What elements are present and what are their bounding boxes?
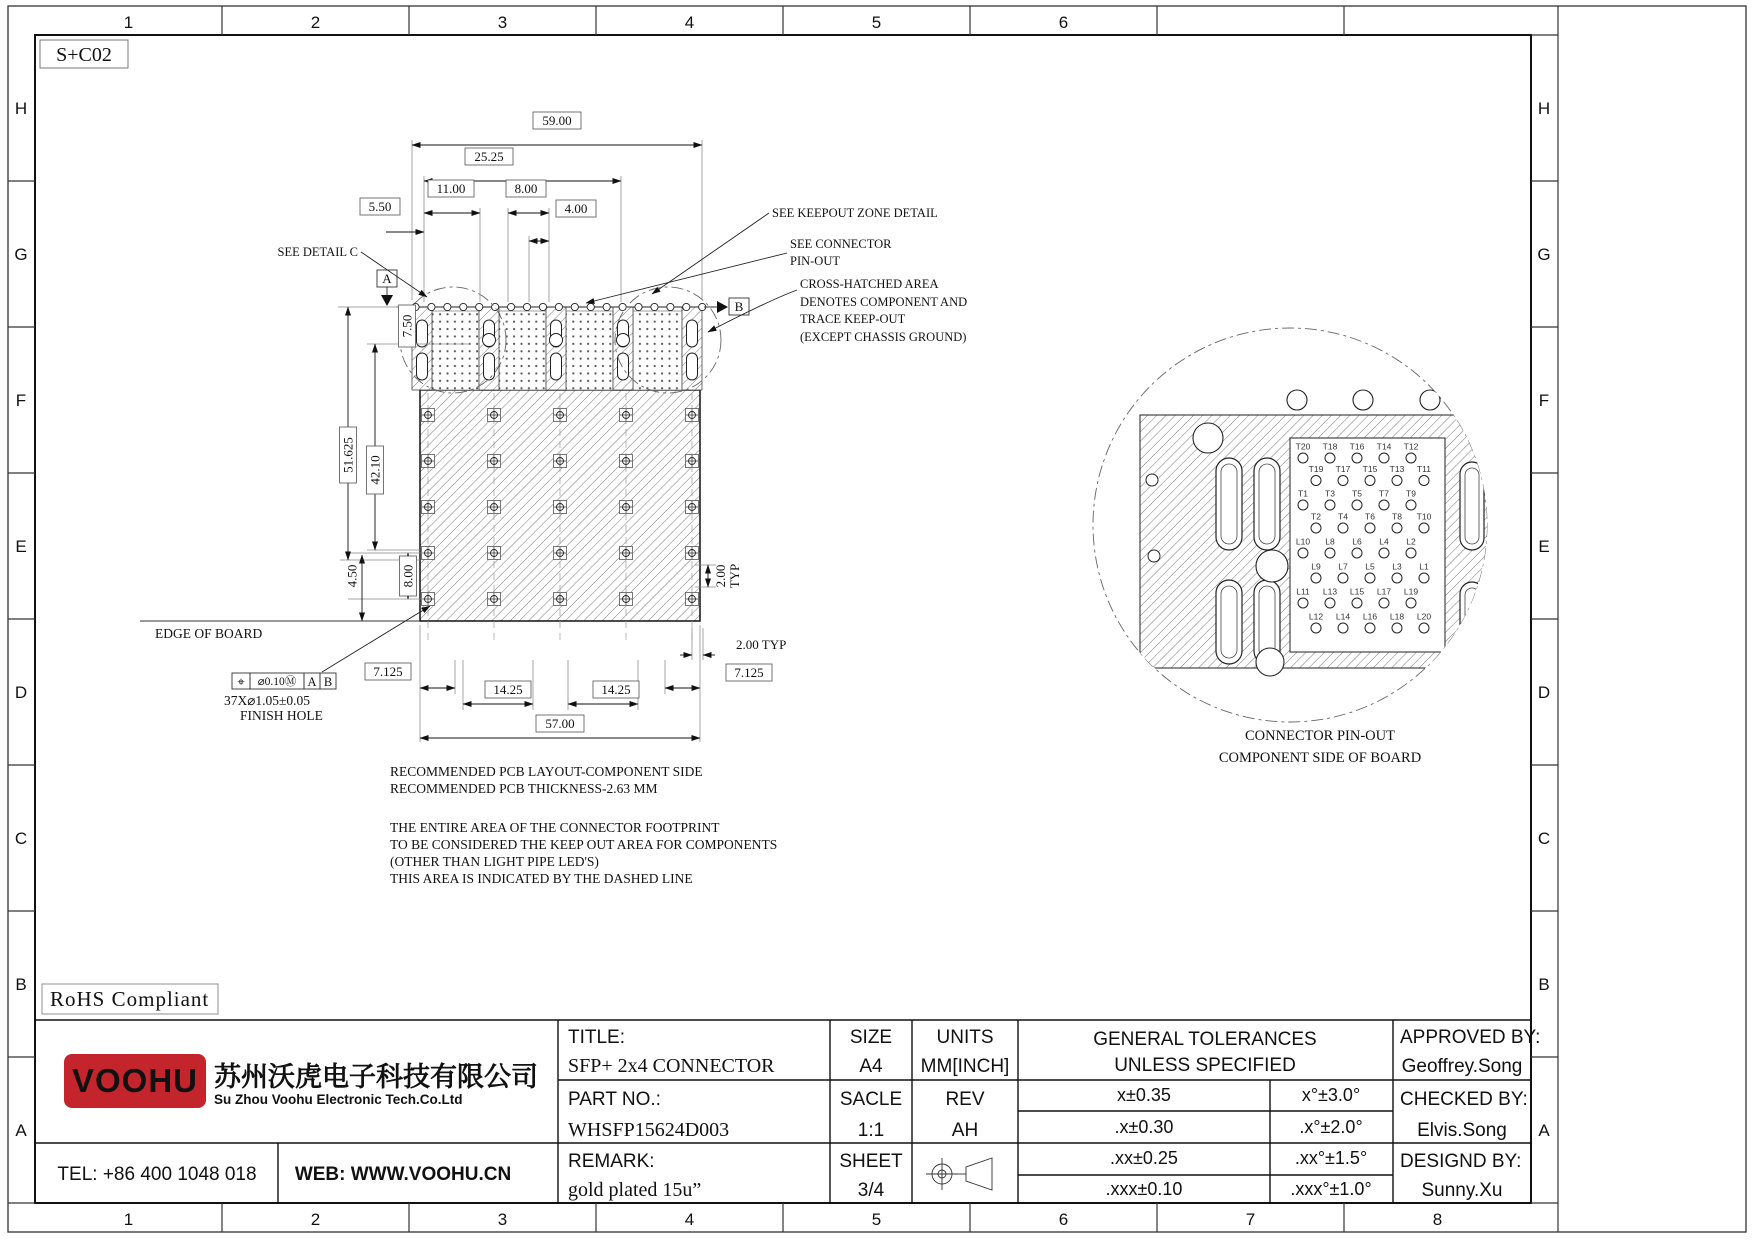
pin-label-T8: T8 (1392, 511, 1402, 522)
dim-bottom-left: 7.125 (373, 664, 403, 679)
pin-T4 (1338, 523, 1348, 533)
pin-T14 (1379, 453, 1389, 463)
third-angle-projection-icon (926, 1158, 992, 1190)
grid-bottom-number: 7 (1245, 1210, 1256, 1229)
tol-angular-4: .xxx°±1.0° (1290, 1179, 1372, 1199)
pin-label-L2: L2 (1406, 536, 1416, 547)
checked-label: CHECKED BY: (1400, 1089, 1528, 1110)
pin-label-T15: T15 (1362, 464, 1378, 474)
sheet-value: 3/4 (857, 1180, 885, 1201)
size-value: A4 (859, 1056, 883, 1077)
pin-label-L15: L15 (1349, 586, 1365, 597)
pin-T19 (1311, 476, 1321, 486)
grid-row-letter-right: F (1538, 391, 1550, 410)
grid-row-letter-left: A (15, 1121, 27, 1140)
fcf-position-icon: ⌖ (237, 674, 245, 689)
pin-T15 (1365, 476, 1375, 486)
pin-hole (555, 303, 562, 310)
grid-top-number: 1 (123, 13, 134, 32)
pin-label-L9: L9 (1311, 561, 1321, 572)
checked-name: Elvis.Song (1417, 1120, 1507, 1141)
slot-pad (687, 353, 698, 380)
pin-label-L10: L10 (1295, 536, 1311, 547)
dim-bottom-mid-b: 14.25 (601, 682, 631, 697)
pin-T12 (1406, 453, 1416, 463)
grid-bottom-number: 8 (1432, 1210, 1443, 1229)
note-1: RECOMMENDED PCB LAYOUT-COMPONENT SIDE (390, 764, 703, 779)
see-connector-note-2: PIN-OUT (790, 254, 840, 268)
pin-label-T6: T6 (1365, 511, 1375, 522)
pin-label-T13: T13 (1389, 464, 1405, 474)
grid-row-letter-left: D (14, 683, 28, 702)
connector-pad-strip (412, 303, 706, 390)
see-keepout-note: SEE KEEPOUT ZONE DETAIL (772, 206, 938, 220)
pin-L13 (1325, 598, 1335, 608)
pin-label-L17: L17 (1376, 586, 1392, 597)
company-name-en: Su Zhou Voohu Electronic Tech.Co.Ltd (214, 1092, 463, 1107)
holes-callout-1: 37X⌀1.05±0.05 (224, 693, 311, 708)
datum-b-label: B (734, 299, 744, 314)
pin-hole (476, 303, 483, 310)
component-area (499, 311, 546, 390)
pin-hole (444, 303, 451, 310)
grid-top-number: 3 (497, 13, 508, 32)
grid-row-letter-left: G (14, 245, 28, 264)
round-pad (550, 334, 563, 347)
dim-typ-h: 2.00 TYP (736, 637, 787, 652)
pin-L14 (1338, 623, 1348, 633)
pin-T17 (1338, 476, 1348, 486)
pin-label-T14: T14 (1376, 441, 1392, 452)
fcf-datum-1: A (307, 675, 317, 689)
pin-label-L19: L19 (1403, 586, 1419, 597)
pin-hole (523, 303, 530, 310)
rev-value: AH (951, 1120, 979, 1141)
tol-angular-2: .x°±2.0° (1299, 1117, 1363, 1137)
tol-linear-2: .x±0.30 (1114, 1117, 1174, 1137)
pin-T8 (1392, 523, 1402, 533)
pin-L16 (1365, 623, 1375, 633)
crosshatch-note-1: CROSS-HATCHED AREA (800, 277, 939, 291)
pin-label-T5: T5 (1352, 488, 1362, 499)
pin-hole (635, 303, 642, 310)
grid-row-letter-left: E (15, 537, 27, 556)
pin-L1 (1419, 573, 1429, 583)
pin-T18 (1325, 453, 1335, 463)
datum-a-triangle-icon (381, 295, 393, 306)
pin-L18 (1392, 623, 1402, 633)
grid-top-number: 6 (1058, 13, 1069, 32)
pin-hole (539, 303, 546, 310)
drawing-title: SFP+ 2x4 CONNECTOR (568, 1055, 775, 1077)
detail-caption-1: CONNECTOR PIN-OUT (1245, 728, 1395, 744)
feature-control-frame (232, 673, 336, 689)
dim-keepout-depth: 42.10 (367, 455, 383, 485)
component-area (432, 311, 479, 390)
pin-label-T12: T12 (1403, 441, 1419, 452)
grid-bottom-number: 1 (123, 1210, 134, 1229)
grid-row-letter-right: B (1538, 975, 1550, 994)
round-pad (483, 334, 496, 347)
pin-label-L7: L7 (1338, 561, 1348, 572)
size-label: SIZE (849, 1027, 893, 1048)
pin-label-T18: T18 (1322, 441, 1338, 452)
grid-bottom-number: 5 (871, 1210, 882, 1229)
dim-via-gap: 8.00 (400, 564, 416, 588)
pin-hole (667, 303, 674, 310)
slot-pad (687, 320, 698, 347)
pin-hole (587, 303, 594, 310)
grid-row-letter-left: C (14, 829, 28, 848)
tol-angular-3: .xx°±1.5° (1294, 1148, 1368, 1168)
pin-label-L3: L3 (1392, 561, 1402, 572)
company-name-cn: 苏州沃虎电子科技有限公司 (214, 1062, 538, 1092)
pin-L4 (1379, 548, 1389, 558)
units-value: MM[INCH] (920, 1056, 1010, 1077)
pin-label-T20: T20 (1295, 441, 1311, 452)
pin-label-T16: T16 (1349, 441, 1365, 452)
pin-label-T1: T1 (1298, 488, 1308, 499)
component-area (633, 311, 682, 390)
tol-angular-1: x°±3.0° (1301, 1085, 1361, 1105)
see-connector-note-1: SEE CONNECTOR (790, 237, 892, 251)
round-pad (617, 334, 630, 347)
scale-value: 1:1 (857, 1120, 885, 1141)
tolerance-header-1: GENERAL TOLERANCES (1093, 1029, 1317, 1050)
dim-offset-a: 5.50 (368, 199, 392, 214)
dim-overall-width: 59.00 (542, 113, 572, 128)
dim-typ-v-2: TYP (727, 563, 742, 589)
remark-value: gold plated 15u” (568, 1179, 702, 1201)
company-logo: VOOHU (71, 1062, 199, 1099)
fcf-datum-2: B (323, 675, 333, 689)
grid-row-letter-left: F (15, 391, 27, 410)
pin-label-L18: L18 (1389, 611, 1405, 622)
pin-T16 (1352, 453, 1362, 463)
pin-L17 (1379, 598, 1389, 608)
pin-T1 (1298, 500, 1308, 510)
pinout-detail-body (1140, 390, 1520, 676)
approved-name: Geoffrey.Song (1401, 1056, 1523, 1077)
pin-label-T2: T2 (1311, 511, 1321, 522)
crosshatch-note-4: (EXCEPT CHASSIS GROUND) (800, 330, 967, 344)
pin-T2 (1311, 523, 1321, 533)
remark-label: REMARK: (568, 1151, 655, 1172)
dim-board-depth: 51.625 (340, 437, 356, 473)
datum-a-label: A (382, 271, 392, 286)
pin-L12 (1311, 623, 1321, 633)
grid-row-letter-left: H (14, 99, 28, 118)
pin-label-L6: L6 (1352, 536, 1362, 547)
pin-label-T7: T7 (1379, 488, 1389, 499)
see-detail-c-note: SEE DETAIL C (277, 245, 358, 259)
pin-label-L11: L11 (1296, 586, 1310, 597)
pin-label-L5: L5 (1365, 561, 1375, 572)
dim-pitch-b: 8.00 (514, 181, 538, 196)
pin-T11 (1419, 476, 1429, 486)
pin-label-L8: L8 (1325, 536, 1335, 547)
pin-T10 (1419, 523, 1429, 533)
pin-L19 (1406, 598, 1416, 608)
designed-label: DESIGND BY: (1400, 1151, 1522, 1172)
grid-row-letter-right: D (1537, 683, 1551, 702)
pin-label-T10: T10 (1416, 511, 1432, 522)
pin-label-L12: L12 (1308, 611, 1324, 622)
pin-hole (683, 303, 690, 310)
pin-label-T11: T11 (1416, 464, 1432, 474)
slot-pad (618, 353, 629, 380)
crosshatch-note-3: TRACE KEEP-OUT (800, 312, 906, 326)
pin-L11 (1298, 598, 1308, 608)
pin-L9 (1311, 573, 1321, 583)
pin-T5 (1352, 500, 1362, 510)
pin-hole (460, 303, 467, 310)
pin-hole (428, 303, 435, 310)
grid-row-letter-right: G (1537, 245, 1551, 264)
grid-row-letter-right: A (1538, 1121, 1550, 1140)
dim-bottom-right: 7.125 (734, 665, 764, 680)
note-5: (OTHER THAN LIGHT PIPE LED'S) (390, 854, 599, 869)
pin-T9 (1406, 500, 1416, 510)
grid-bottom-number: 3 (497, 1210, 508, 1229)
dim-pitch-a: 11.00 (436, 181, 466, 196)
pin-label-L16: L16 (1362, 611, 1378, 622)
pin-L8 (1325, 548, 1335, 558)
pin-label-T19: T19 (1308, 464, 1324, 474)
slot-pad (417, 353, 428, 380)
tol-linear-3: .xx±0.25 (1110, 1148, 1178, 1168)
title-label: TITLE: (568, 1027, 626, 1048)
slot-pad (551, 353, 562, 380)
pin-label-L13: L13 (1322, 586, 1338, 597)
units-label: UNITS (936, 1027, 994, 1048)
tol-linear-4: .xxx±0.10 (1105, 1179, 1183, 1199)
tol-linear-1: x±0.35 (1117, 1085, 1171, 1105)
rev-label: REV (945, 1089, 985, 1110)
pin-label-L4: L4 (1379, 536, 1389, 547)
pin-T20 (1298, 453, 1308, 463)
grid-top-number: 2 (310, 13, 321, 32)
dim-offset-b: 4.00 (564, 201, 588, 216)
datum-b-triangle-icon (717, 301, 728, 313)
pin-label-L20: L20 (1416, 611, 1432, 622)
approved-label: APPROVED BY: (1400, 1027, 1541, 1048)
fcf-tolerance: ⌀0.10Ⓜ (257, 676, 297, 688)
pin-T6 (1365, 523, 1375, 533)
note-2: RECOMMENDED PCB THICKNESS-2.63 MM (390, 781, 658, 796)
grid-bottom-number: 4 (684, 1210, 695, 1229)
zone-code: S+C02 (56, 44, 112, 66)
pin-L6 (1352, 548, 1362, 558)
company-web: WEB: WWW.VOOHU.CN (294, 1164, 512, 1185)
pin-L10 (1298, 548, 1308, 558)
grid-bottom-number: 6 (1058, 1210, 1069, 1229)
detail-caption-2: COMPONENT SIDE OF BOARD (1218, 750, 1422, 766)
part-number: WHSFP15624D003 (568, 1119, 730, 1141)
pin-hole (507, 303, 514, 310)
pin-label-T4: T4 (1338, 511, 1348, 522)
edge-of-board-label: EDGE OF BOARD (155, 626, 263, 641)
component-area (566, 311, 613, 390)
dim-edge-gap: 4.50 (344, 564, 360, 588)
pin-label-T17: T17 (1335, 464, 1351, 474)
pin-L7 (1338, 573, 1348, 583)
tolerance-header-2: UNLESS SPECIFIED (1114, 1055, 1296, 1076)
grid-top-number: 4 (684, 13, 695, 32)
pin-hole (651, 303, 658, 310)
pin-L15 (1352, 598, 1362, 608)
rohs-label: RoHS Compliant (50, 987, 210, 1011)
pin-T7 (1379, 500, 1389, 510)
pin-label-T3: T3 (1325, 488, 1335, 499)
outer-border (8, 6, 1746, 1232)
grid-row-letter-left: B (15, 975, 27, 994)
dim-bottom-overall: 57.00 (545, 716, 575, 731)
pin-T3 (1325, 500, 1335, 510)
slot-pad (484, 353, 495, 380)
dim-typ-v-1: 2.00 (713, 564, 728, 588)
pin-hole (619, 303, 626, 310)
crosshatch-note-2: DENOTES COMPONENT AND (800, 295, 968, 309)
pin-L3 (1392, 573, 1402, 583)
dim-bottom-mid-a: 14.25 (493, 682, 523, 697)
company-tel: TEL: +86 400 1048 018 (57, 1164, 257, 1185)
pin-label-L1: L1 (1419, 561, 1429, 572)
slot-pad (417, 320, 428, 347)
pin-L5 (1365, 573, 1375, 583)
dim-row-offset: 7.50 (399, 314, 415, 338)
holes-callout-2: FINISH HOLE (240, 708, 323, 723)
scale-label: SACLE (839, 1089, 903, 1110)
pin-L2 (1406, 548, 1416, 558)
part-label: PART NO.: (568, 1089, 661, 1110)
pin-label-T9: T9 (1406, 488, 1416, 499)
pin-label-L14: L14 (1335, 611, 1351, 622)
grid-row-letter-right: E (1538, 537, 1550, 556)
sheet-label: SHEET (839, 1151, 903, 1172)
note-6: THIS AREA IS INDICATED BY THE DASHED LINE (390, 871, 693, 886)
pin-hole (571, 303, 578, 310)
pin-T13 (1392, 476, 1402, 486)
grid-top-number: 5 (871, 13, 882, 32)
dim-group-width: 25.25 (474, 149, 504, 164)
designed-name: Sunny.Xu (1421, 1180, 1503, 1201)
grid-row-letter-right: H (1537, 99, 1551, 118)
pin-hole (603, 303, 610, 310)
pin-L20 (1419, 623, 1429, 633)
note-4: TO BE CONSIDERED THE KEEP OUT AREA FOR COMPONENTS (390, 837, 778, 852)
grid-bottom-number: 2 (310, 1210, 321, 1229)
note-3: THE ENTIRE AREA OF THE CONNECTOR FOOTPRINT (390, 820, 720, 835)
grid-row-letter-right: C (1537, 829, 1551, 848)
